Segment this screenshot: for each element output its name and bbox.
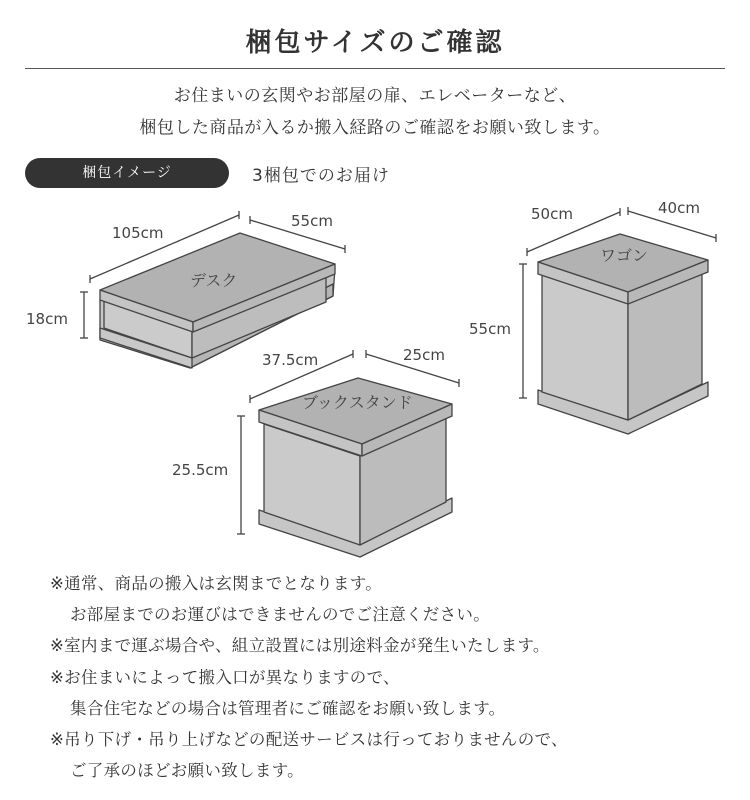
wagon-name-label: ワゴン: [600, 246, 649, 265]
page-title: 梱包サイズのご確認: [245, 28, 505, 58]
note-line: ※通常、商品の搬入は玄関までとなります。: [50, 574, 383, 593]
package-image-badge: 梱包イメージ: [25, 158, 229, 188]
wagon-depth-label: 40cm: [658, 199, 700, 217]
intro-line: 梱包した商品が入るか搬入経路のご確認をお願い致します。: [139, 118, 611, 138]
delivery-count-text: 3梱包でのお届け: [252, 166, 390, 186]
note-line: ※吊り下げ・吊り上げなどの配送サービスは行っておりませんので、: [50, 730, 568, 750]
note-line: ご了承のほどお願い致します。: [70, 761, 304, 781]
intro-line: お住まいの玄関やお部屋の扉、エレベーターなど、: [173, 86, 577, 106]
desk-depth-label: 55cm: [291, 212, 333, 230]
wagon-width-label: 50cm: [531, 205, 573, 223]
note-line: ※室内まで運ぶ場合や、組立設置には別途料金が発生いたします。: [50, 636, 550, 656]
desk-box: [100, 233, 335, 368]
note-line: お部屋までのお運びはできませんのでご注意ください。: [70, 605, 490, 625]
notes-list: [50, 568, 568, 786]
bookstand-depth-label: 25cm: [403, 346, 445, 364]
note-line: 集合住宅などの場合は管理者にご確認をお願い致します。: [70, 698, 506, 718]
desk-length-label: 105cm: [112, 224, 164, 242]
desk-name-label: デスク: [190, 271, 238, 290]
bookstand-height-label: 25.5cm: [172, 461, 229, 479]
note-line: ※お住まいによって搬入口が異なりますので、: [50, 667, 400, 687]
bookstand-name-label: ブックスタンド: [302, 393, 413, 412]
wagon-height-label: 55cm: [469, 320, 511, 338]
bookstand-width-label: 37.5cm: [262, 351, 319, 369]
desk-height-label: 18cm: [26, 310, 68, 328]
